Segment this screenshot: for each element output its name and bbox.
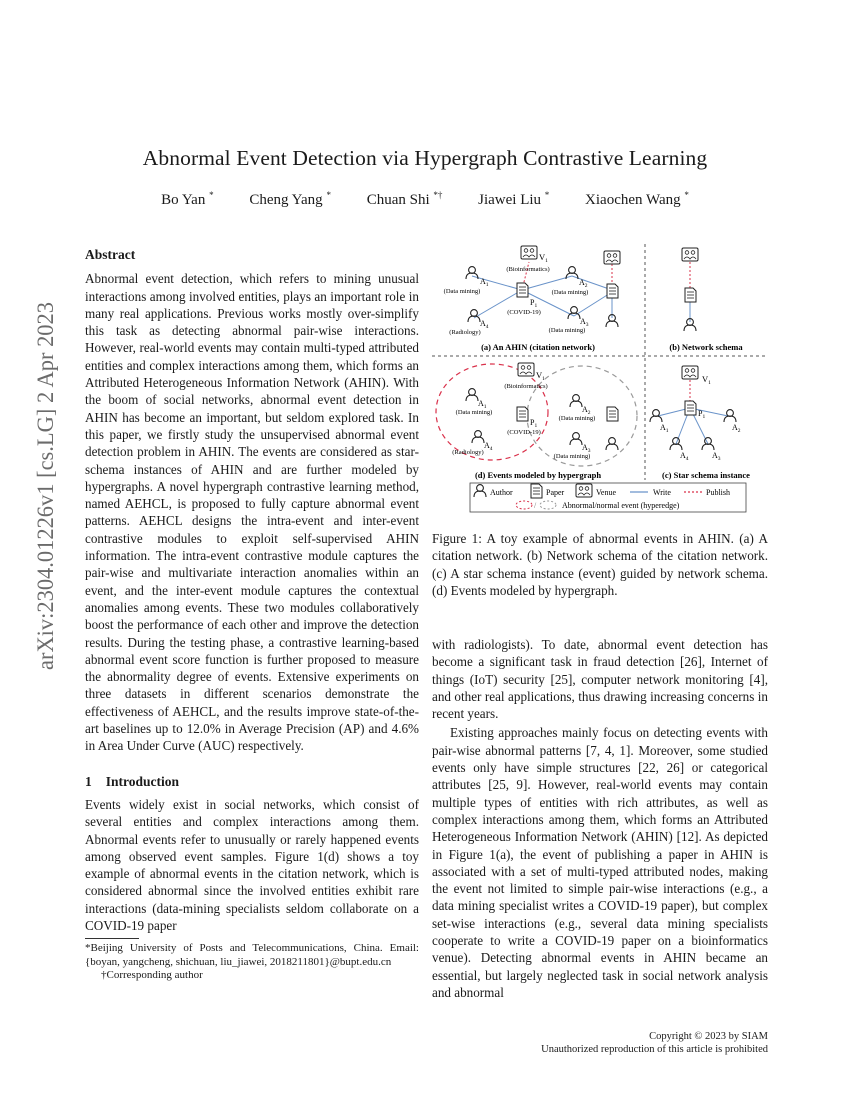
svg-text:Abnormal/normal event (hypered: Abnormal/normal event (hyperedge) [562,501,680,510]
svg-text:A4: $A_4$ [484,441,493,452]
author-2: Cheng Yang * [249,190,331,208]
figure-legend [470,483,746,512]
svg-text:(Bioinformatics): (Bioinformatics) [506,266,550,273]
svg-text:V1: $V_1$ [702,374,711,386]
panel-c-label: (c) Star schema instance [662,470,750,480]
svg-text:Publish: Publish [706,488,731,497]
svg-text:A3: $A_3$ [582,443,591,454]
svg-text:(Data mining): (Data mining) [551,289,589,296]
left-column [85,246,419,934]
svg-text:(Radiology): (Radiology) [449,329,481,336]
panel-d [436,363,637,480]
right-column [432,636,768,1001]
panel-d-label: (d) Events modeled by hypergraph [474,470,602,480]
intro-paragraph-right-2: Existing approaches mainly focus on detecting events with pair-wise abnormal patterns [7, 4, 1]. Moreover, some studied events only have simple structures [22, 26] or categorical attributes [25, 9]. However, real-world events may contain multiple types of entities with rich attributes, as well as complex interactions among them, which forms an Attributed Heterogeneous Information Network (AHIN) [12]. As depicted in Figure 1(a), the event of publishing a paper in AHIN is associated with a set of multi-typed attributed nodes, making the event not limited to simple pair-wise interactions (e.g., a data mining specialist writes a COVID-19 paper), but complex set-wise interactions (e.g., several data mining specialists cooperate to write a COVID-19 paper on a bioinformatics venue). Detecting abnormal events in AHIN became an essential, but largely neglected task in social network analysis and abnormal [432,725,768,1000]
intro-heading: 1 Introduction [85,773,180,789]
abstract-text: Abnormal event detection, which refers to mining unusual interactions among involved entities, plays an important role in many real applications. Previous works mostly over-simplify this task as detecting abnormal pair-wise interactions. However, real-world events may contain multi-typed attributed entities and complex interactions among them, which forms an Attributed Heterogeneous Information Network (AHIN). With the boom of social networks, abnormal event detection in AHIN has become an important, but seldom explored task. In this paper, we firstly study the unsupervised abnormal event detection problem in AHIN. The events are considered as star-schema instances of AHIN and are further modeled by hypergraphs. A novel hypergraph contrastive learning method, named AEHCL, is proposed to fully capture abnormal event patterns. AEHCL designs the intra-event and inter-event contrastive modules to exploit self-supervised AHIN information. The intra-event contrastive module captures the pair-wise and multivariate interaction anomalies within an event, and the inter-event module captures the contextual anomalies among events. These two modules collaboratively boost the performance of each other and improve the detection results. During the testing phase, a contrastive learning-based abnormal event score function is further proposed to measure the abnormality degree of events. Extensive experiments on three datasets in different scenarios demonstrate the effectiveness of AEHCL, and the results improve state-of-the-art baselines up to 12.0% in Average Precision (AP) and 4.6% in Area Under Curve (AUC) respectively. [85,271,419,754]
svg-text:(Data mining): (Data mining) [455,409,493,416]
svg-text:V1: $V_1$ [539,252,548,264]
author-list [0,190,850,209]
svg-text:Write: Write [653,488,671,497]
svg-text:A3: $A_3$ [580,317,589,328]
svg-text:A4: $A_4$ [480,319,489,330]
svg-text:(Data mining): (Data mining) [443,288,481,295]
footnote-affiliation: *Beijing University of Posts and Telecommunications, China. Email: {boyan, yangcheng, shichuan, liu_jiawei, 2018211801}@bupt.edu.cn [85,942,419,968]
figure-1 [432,240,768,514]
svg-text:Author: Author [490,488,513,497]
svg-text:A2: $A_2$ [732,423,741,434]
panel-a [444,246,620,352]
copyright-line: Copyright © 2023 by SIAM [649,1031,768,1042]
svg-text:P1: $P_1$ [698,409,706,420]
svg-text:(Data mining): (Data mining) [548,327,586,334]
panel-c [650,366,750,480]
svg-text:A3: $A_3$ [712,451,721,462]
svg-text:A4: $A_4$ [680,451,689,462]
author-4: Jiawei Liu * [478,190,550,208]
svg-text:Venue: Venue [596,488,616,497]
paper-title: Abnormal Event Detection via Hypergraph Contrastive Learning [142,146,708,170]
arxiv-id-text: arXiv:2304.01226v1 [cs.LG] 2 Apr 2023 [33,284,59,670]
panel-b [669,248,743,352]
intro-paragraph-left: Events widely exist in social networks, which consist of several entities and complex interactions among them. Abnormal events refer to unusually or rarely happened events among observed event samples. Figure 1(d) shows a toy example of abnormal events in the citation network, which is considered abnormal since the involved entities exhibit rare interactions (data-mining specialists seldom collaborate on a COVID-19 paper [85,796,419,933]
svg-text:A1: $A_1$ [660,423,669,434]
svg-text:(COVID-19): (COVID-19) [507,309,541,316]
author-1: Bo Yan * [161,190,214,208]
arxiv-identifier [17,284,65,670]
figure-1-diagram [432,240,768,514]
svg-text:P1: $P_1$ [530,418,538,429]
svg-text:V1: $V_1$ [536,370,545,382]
svg-text:A1: $A_1$ [480,277,489,288]
svg-text:A1: $A_1$ [478,399,487,410]
svg-text:A2: $A_2$ [579,278,588,289]
svg-text:A2: $A_2$ [582,405,591,416]
svg-text:(COVID-19): (COVID-19) [507,429,541,436]
svg-text:(Radiology): (Radiology) [452,449,484,456]
author-3: Chuan Shi *† [366,190,443,208]
copyright-notice [432,1030,768,1056]
svg-text:P1: $P_1$ [530,298,538,309]
reproduction-notice: Unauthorized reproduction of this article is prohibited [541,1044,768,1055]
svg-text:(Data mining): (Data mining) [553,453,591,460]
panel-a-label: (a) An AHIN (citation network) [481,342,595,352]
footnotes [85,938,419,983]
figure-1-caption: Figure 1: A toy example of abnormal events in AHIN. (a) A citation network. (b) Network schema of the citation network. (c) A star schema instance (event) guided by network schema. (d) Events modeled by hypergraph. [432,531,768,598]
svg-text:Paper: Paper [546,488,565,497]
svg-text:(Bioinformatics): (Bioinformatics) [504,383,548,390]
abstract-heading: Abstract [85,247,136,262]
footnote-rule [85,938,139,939]
footnote-corresponding: †Corresponding author [101,969,203,981]
panel-b-label: (b) Network schema [669,342,743,352]
svg-text:(Data mining): (Data mining) [558,415,596,422]
author-5: Xiaochen Wang * [585,190,689,208]
intro-paragraph-right-1: with radiologists). To date, abnormal event detection has become a significant task in fraud detection [26], Internet of things (IoT) security [25], computer network monitoring [4], and other real applications, thus drawing increasing concerns in recent years. [432,637,768,722]
svg-text:/: / [534,501,537,510]
